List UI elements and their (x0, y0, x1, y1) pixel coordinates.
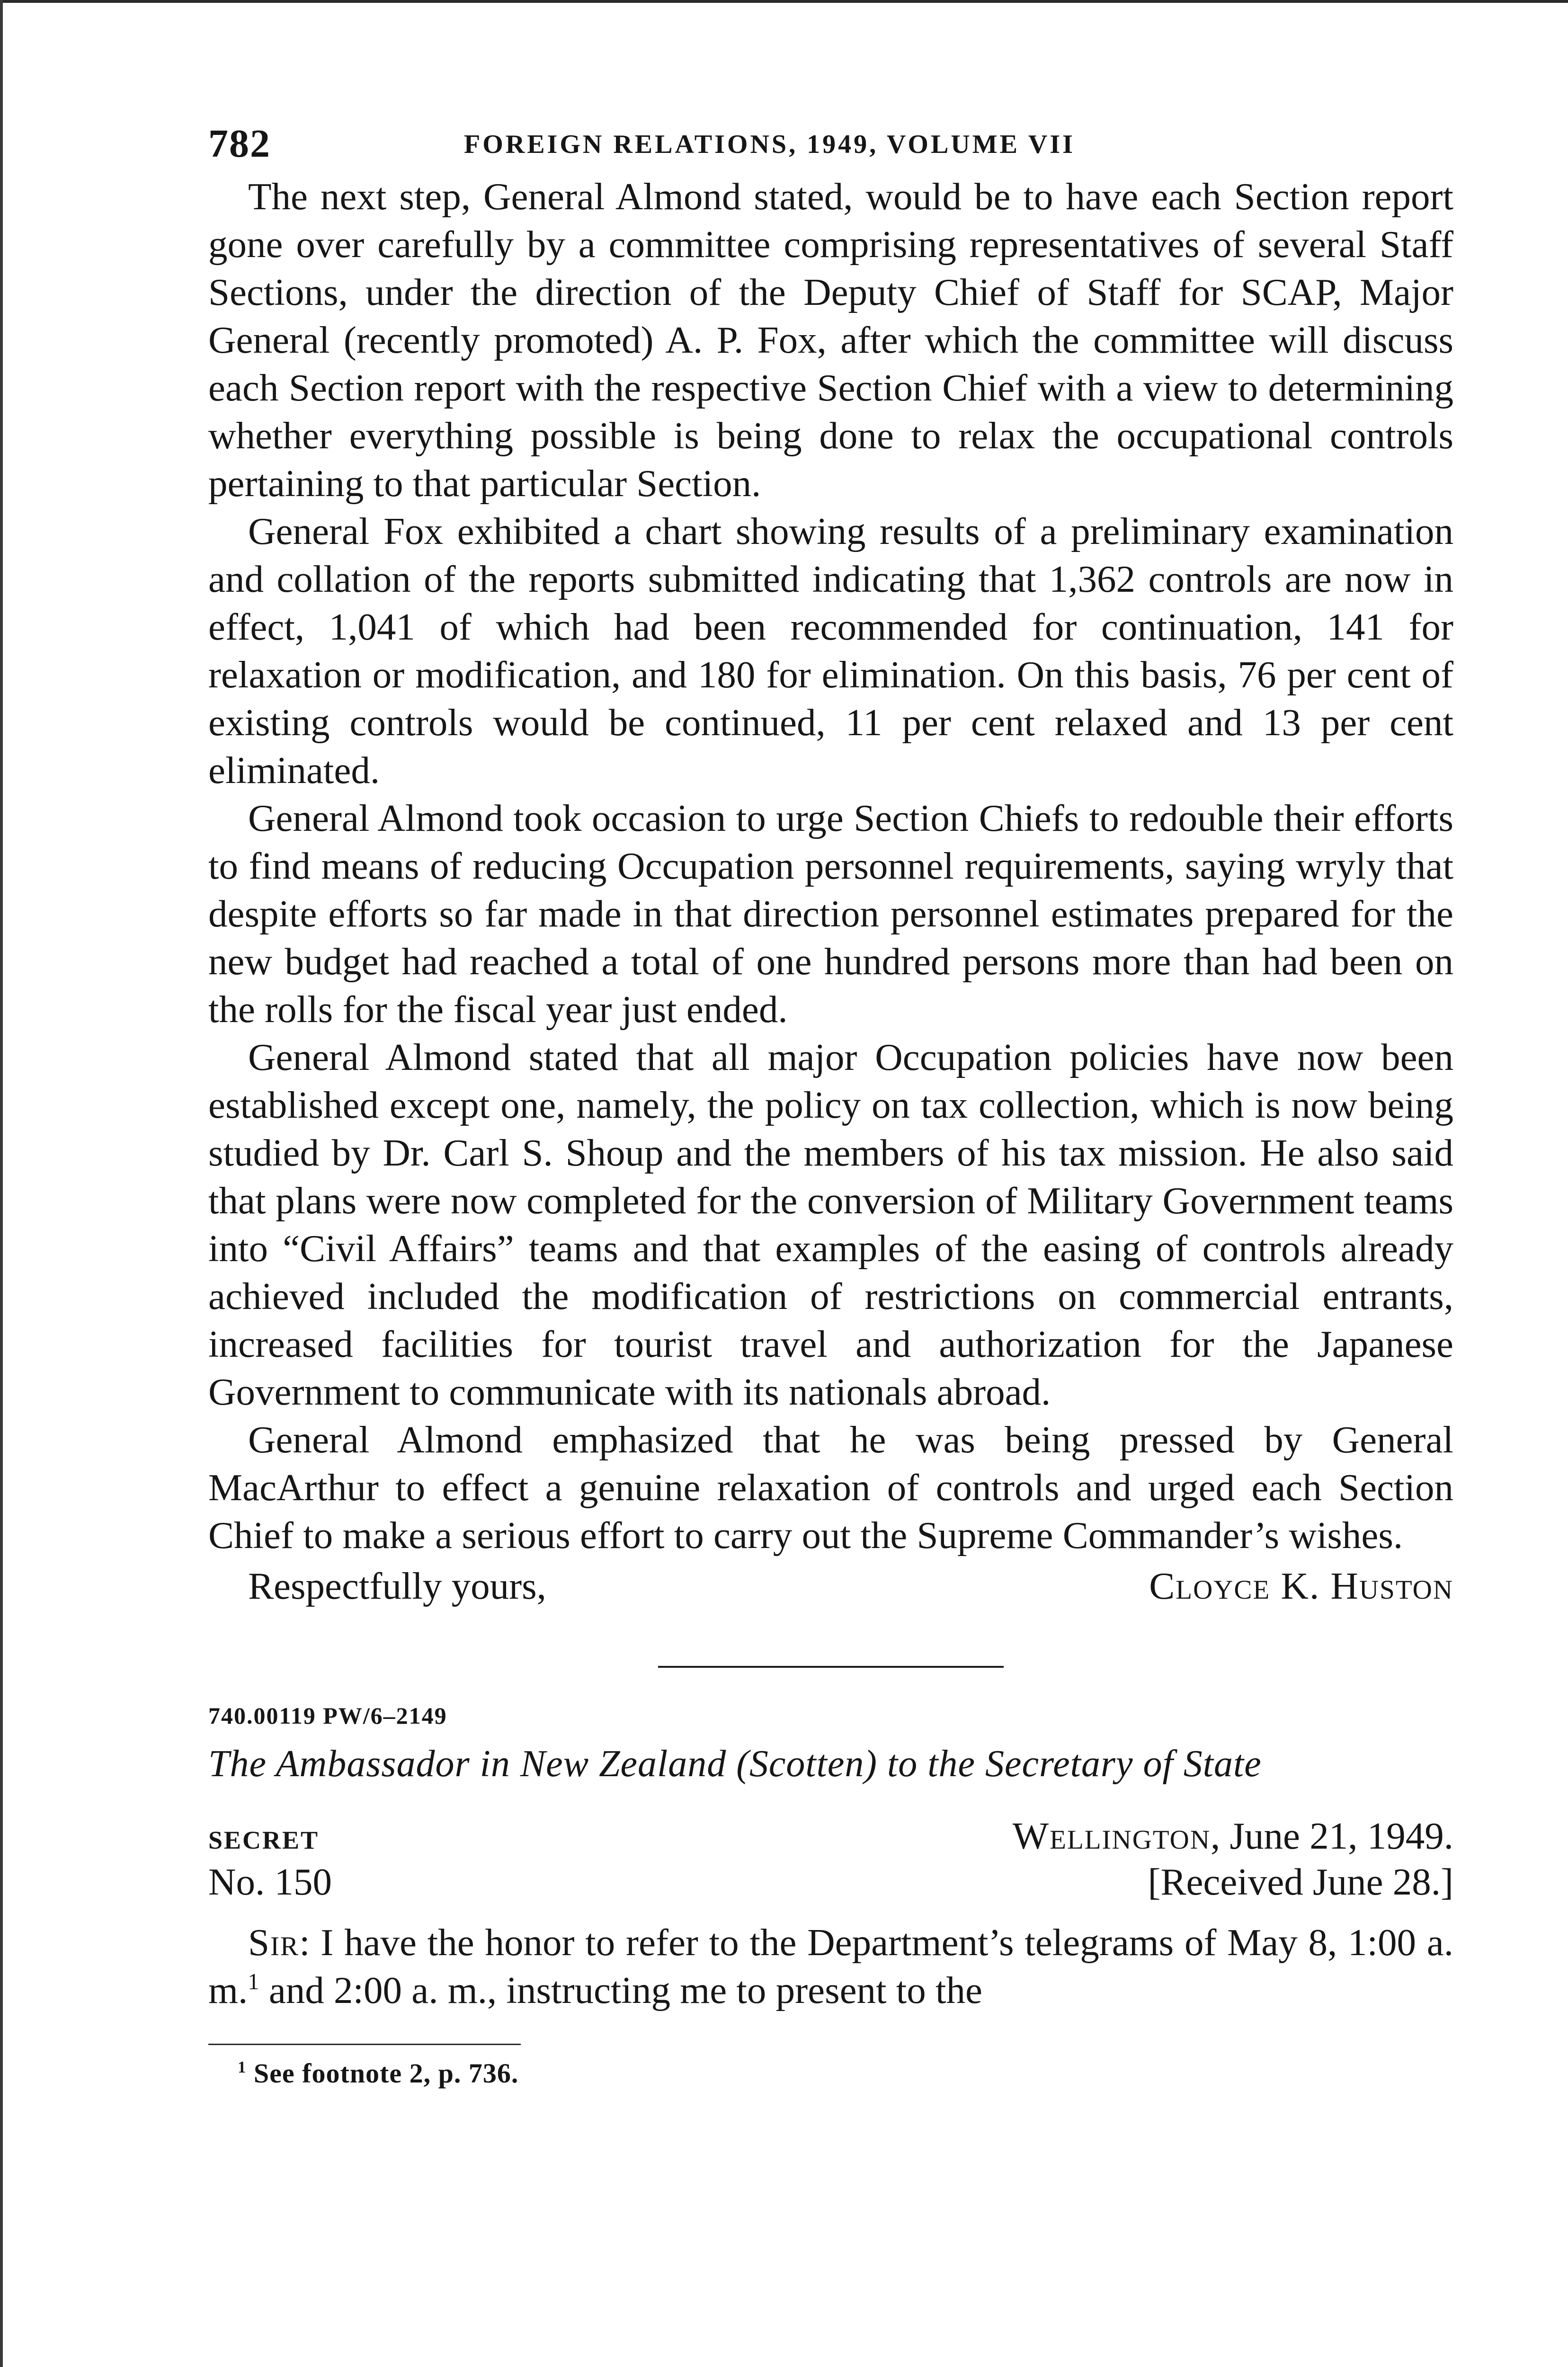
letter-paragraph (208, 1919, 1453, 2014)
footnote-text: See footnote 2, p. 736. (246, 2058, 519, 2089)
dateline (1013, 1814, 1453, 1858)
document-title: The Ambassador in New Zealand (Scotten) to the Secretary of State (208, 1743, 1262, 1785)
signer-name: Cloyce K. Huston (1149, 1565, 1453, 1607)
footnote-reference: 1 (248, 1968, 259, 1994)
footnote-rule (208, 2044, 521, 2045)
complimentary-close: Respectfully yours, (248, 1565, 546, 1607)
document-meta-row (208, 1858, 1453, 1905)
paragraph: General Fox exhibited a chart showing results of a preliminary examination and collation of the reports submitted indicating that 1,362 controls are now in effect, 1,041 of which had been recommended for continuation, 141 for relaxation or modification, and 180 for elimination. On this basis, 76 per cent of existing controls would be continued, 11 per cent relaxed and 13 per cent eliminated. (208, 510, 1453, 792)
received-date: [Received June 28.] (1148, 1860, 1453, 1903)
document-meta-row (208, 1814, 1453, 1858)
page-number: 782 (208, 122, 271, 166)
classification-label: SECRET (208, 1826, 320, 1854)
dateline-date: , June 21, 1949. (1211, 1815, 1453, 1857)
signature-line (208, 1562, 1453, 1610)
letter-body (208, 1919, 1453, 2014)
salutation: Sir (248, 1921, 300, 1964)
footnote (208, 2057, 1453, 2089)
paragraph: General Almond took occasion to urge Section Chiefs to redouble their efforts to find means of reducing Occupation personnel requirements, saying wryly that despite efforts so far made in that direction personnel estimates prepared for the new budget had reached a total of one hundred persons more than had been on the rolls for the fiscal year just ended. (208, 797, 1453, 1031)
file-number: 740.00119 PW/6–2149 (208, 1702, 447, 1729)
dateline-place: Wellington (1012, 1815, 1211, 1857)
page-top-edge (0, 0, 1568, 3)
document-page (208, 121, 1453, 2089)
body-text (208, 173, 1453, 1559)
page-header (208, 121, 1453, 173)
letter-text: : I have the honor to refer to the Department’s telegrams of May 8, 1:00 a. m. (208, 1921, 1453, 2011)
document-number: No. 150 (208, 1860, 332, 1903)
footnote-marker: 1 (238, 2058, 247, 2077)
running-head: FOREIGN RELATIONS, 1949, VOLUME VII (464, 130, 1075, 159)
paragraph: General Almond emphasized that he was being pressed by General MacArthur to effect a genuine relaxation of controls and urged each Section Chief to make a serious effort to carry out the Supreme Commander’s wishes. (208, 1418, 1453, 1557)
page-left-edge (0, 0, 3, 2367)
letter-text: and 2:00 a. m., instructing me to present to the (259, 1969, 983, 2011)
paragraph: General Almond stated that all major Occupation policies have now been established except one, namely, the policy on tax collection, which is now being studied by Dr. Carl S. Shoup and the members of his tax mission. He also said that plans were now completed for the conversion of Military Government teams into “Civil Affairs” teams and that examples of the easing of controls already achieved included the modification of restrictions on commercial entrants, increased facilities for tourist travel and authorization for the Japanese Government to communicate with its nationals abroad. (208, 1036, 1453, 1413)
section-separator (658, 1666, 1004, 1668)
paragraph: The next step, General Almond stated, would be to have each Section report gone over carefully by a committee comprising representatives of several Staff Sections, under the direction of the Deputy Chief of Staff for SCAP, Major General (recently promoted) A. P. Fox, after which the committee will discuss each Section report with the respective Section Chief with a view to determining whether everything possible is being done to relax the occupational controls pertaining to that particular Section. (208, 175, 1453, 505)
